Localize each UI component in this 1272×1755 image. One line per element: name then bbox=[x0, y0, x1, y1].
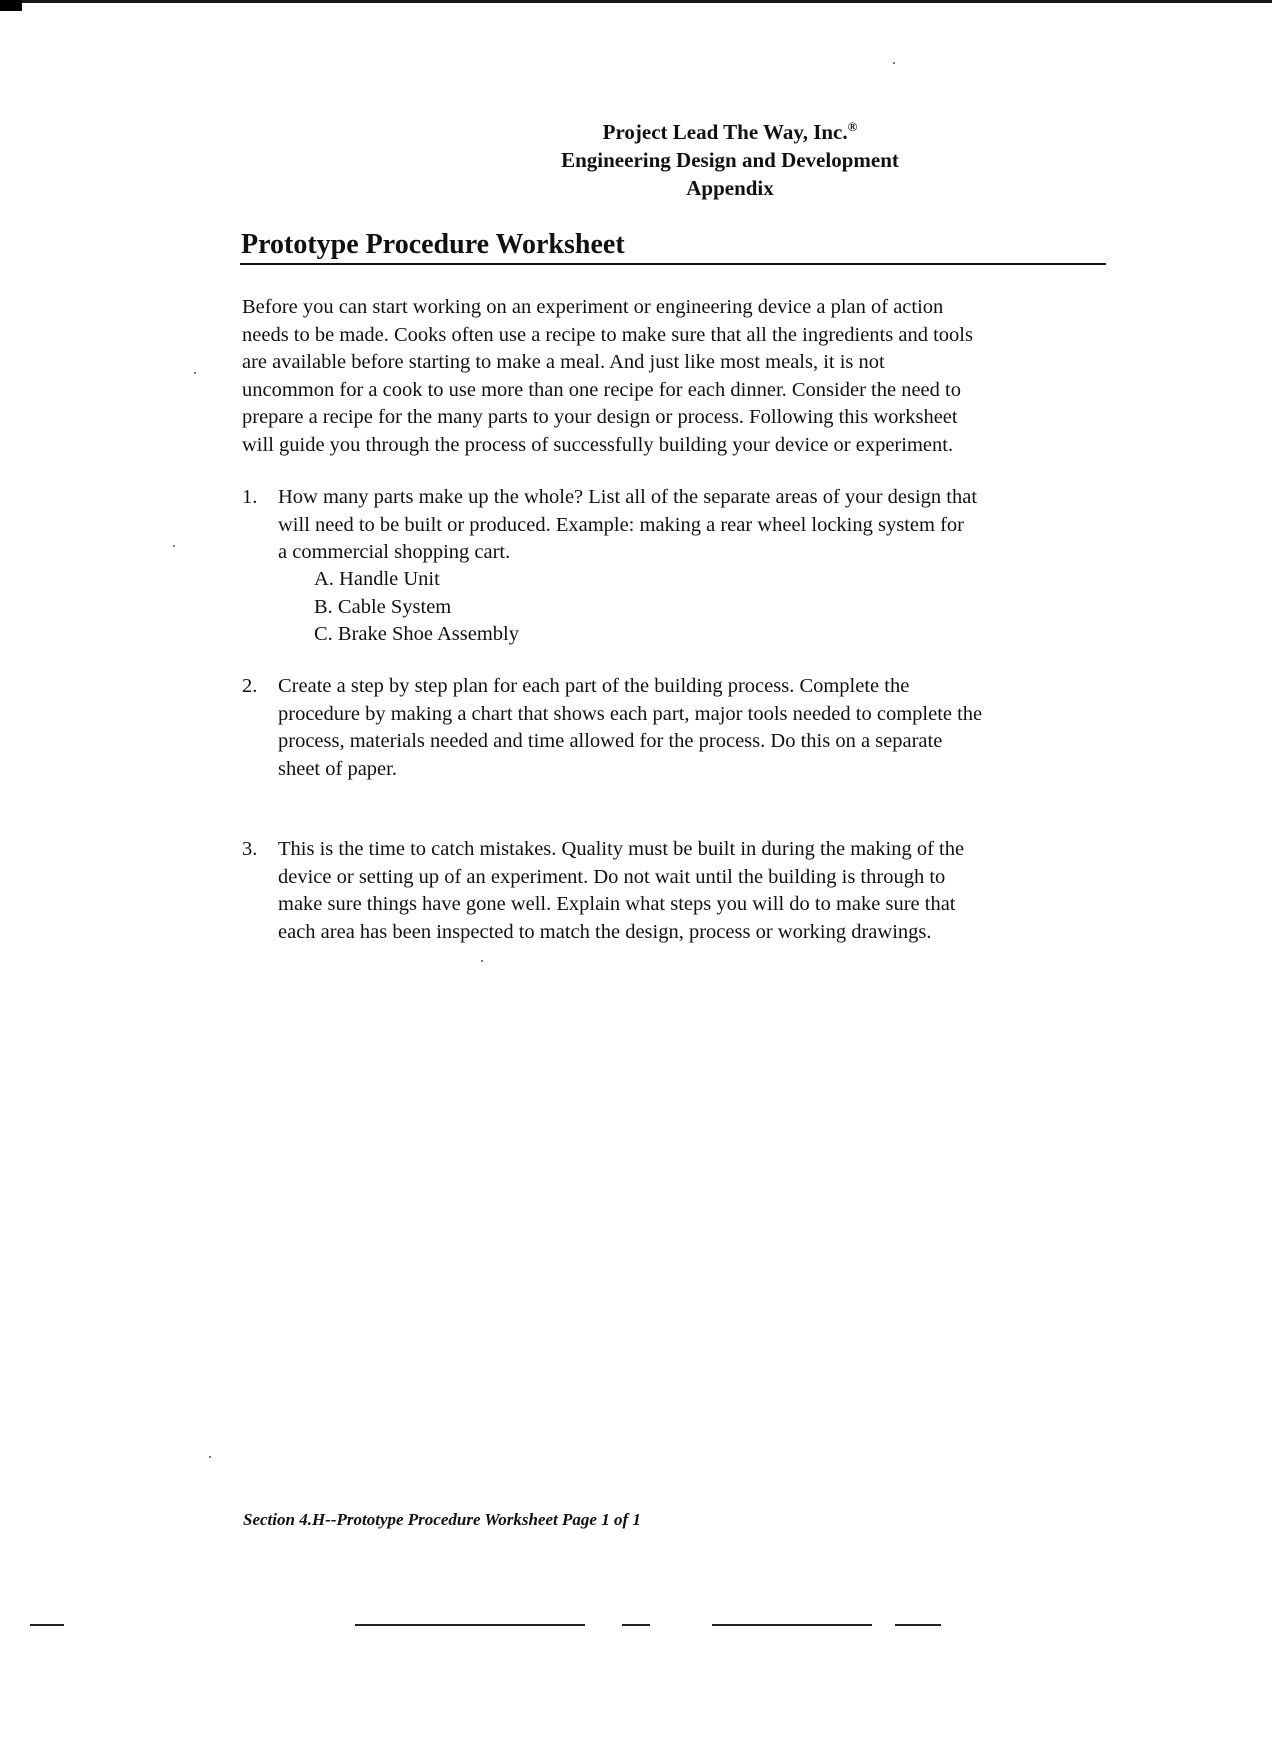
intro-line: are available before starting to make a meal. And just like most meals, it is not bbox=[242, 351, 885, 373]
document-header bbox=[420, 118, 1040, 202]
question-line: make sure things have gone well. Explain what steps you will do to make sure that bbox=[278, 893, 956, 915]
scan-speck bbox=[893, 62, 895, 64]
scan-speck bbox=[209, 1456, 211, 1458]
question-line: Create a step by step plan for each part of the building process. Complete the bbox=[278, 675, 910, 697]
intro-line: uncommon for a cook to use more than one recipe for each dinner. Consider the need to bbox=[242, 378, 961, 401]
scan-bottom-line bbox=[712, 1624, 872, 1626]
question-text bbox=[278, 836, 1128, 946]
question-number: 3. bbox=[242, 838, 258, 860]
intro-line: needs to be made. Cooks often use a recipe to make sure that all the ingredients and tools bbox=[242, 323, 973, 346]
question-line: each area has been inspected to match the design, process or working drawings. bbox=[278, 920, 932, 943]
question-number: 1. bbox=[242, 486, 258, 508]
list-item: C. Brake Shoe Assembly bbox=[314, 623, 519, 645]
scan-bottom-line bbox=[355, 1624, 585, 1626]
scan-corner-mark bbox=[0, 0, 22, 11]
scan-bottom-line bbox=[622, 1624, 650, 1626]
header-course: Engineering Design and Development bbox=[561, 148, 899, 172]
registered-mark: ® bbox=[847, 119, 858, 134]
question-line: process, materials needed and time allowed for the process. Do this on a separate bbox=[278, 730, 943, 752]
question-text bbox=[278, 673, 1128, 783]
scan-speck bbox=[173, 545, 175, 547]
worksheet-title: Prototype Procedure Worksheet bbox=[241, 229, 625, 260]
question-number: 2. bbox=[242, 675, 258, 697]
scan-bottom-line bbox=[895, 1624, 941, 1626]
title-underline bbox=[240, 263, 1106, 265]
list-item: B. Cable System bbox=[314, 595, 452, 618]
page-footer: Section 4.H--Prototype Procedure Worksheet Page 1 of 1 bbox=[243, 1510, 641, 1529]
question-line: a commercial shopping cart. bbox=[278, 541, 511, 563]
intro-line: prepare a recipe for the many parts to your design or process. Following this worksheet bbox=[242, 406, 958, 428]
question-line: device or setting up of an experiment. Do not wait until the building is through to bbox=[278, 865, 946, 888]
header-org: Project Lead The Way, Inc. bbox=[602, 120, 848, 144]
question-line: This is the time to catch mistakes. Quality must be built in during the making of the bbox=[278, 838, 965, 860]
scan-edge-top bbox=[0, 0, 1272, 3]
question-line: How many parts make up the whole? List all of the separate areas of your design that bbox=[278, 486, 978, 508]
question-line: sheet of paper. bbox=[278, 757, 397, 780]
header-section: Appendix bbox=[686, 176, 774, 200]
intro-paragraph bbox=[242, 294, 1122, 459]
scan-speck bbox=[481, 960, 483, 962]
question-text bbox=[278, 484, 1128, 567]
example-parts-list bbox=[314, 566, 519, 649]
intro-line: will guide you through the process of successfully building your device or experiment. bbox=[242, 433, 954, 456]
scan-speck bbox=[194, 372, 196, 374]
question-line: procedure by making a chart that shows each part, major tools needed to complete the bbox=[278, 702, 983, 725]
intro-line: Before you can start working on an experiment or engineering device a plan of action bbox=[242, 296, 944, 318]
header-org-line bbox=[420, 118, 1040, 146]
list-item: A. Handle Unit bbox=[314, 568, 440, 590]
scan-bottom-line bbox=[30, 1624, 64, 1626]
question-line: will need to be built or produced. Example: making a rear wheel locking system for bbox=[278, 513, 964, 536]
